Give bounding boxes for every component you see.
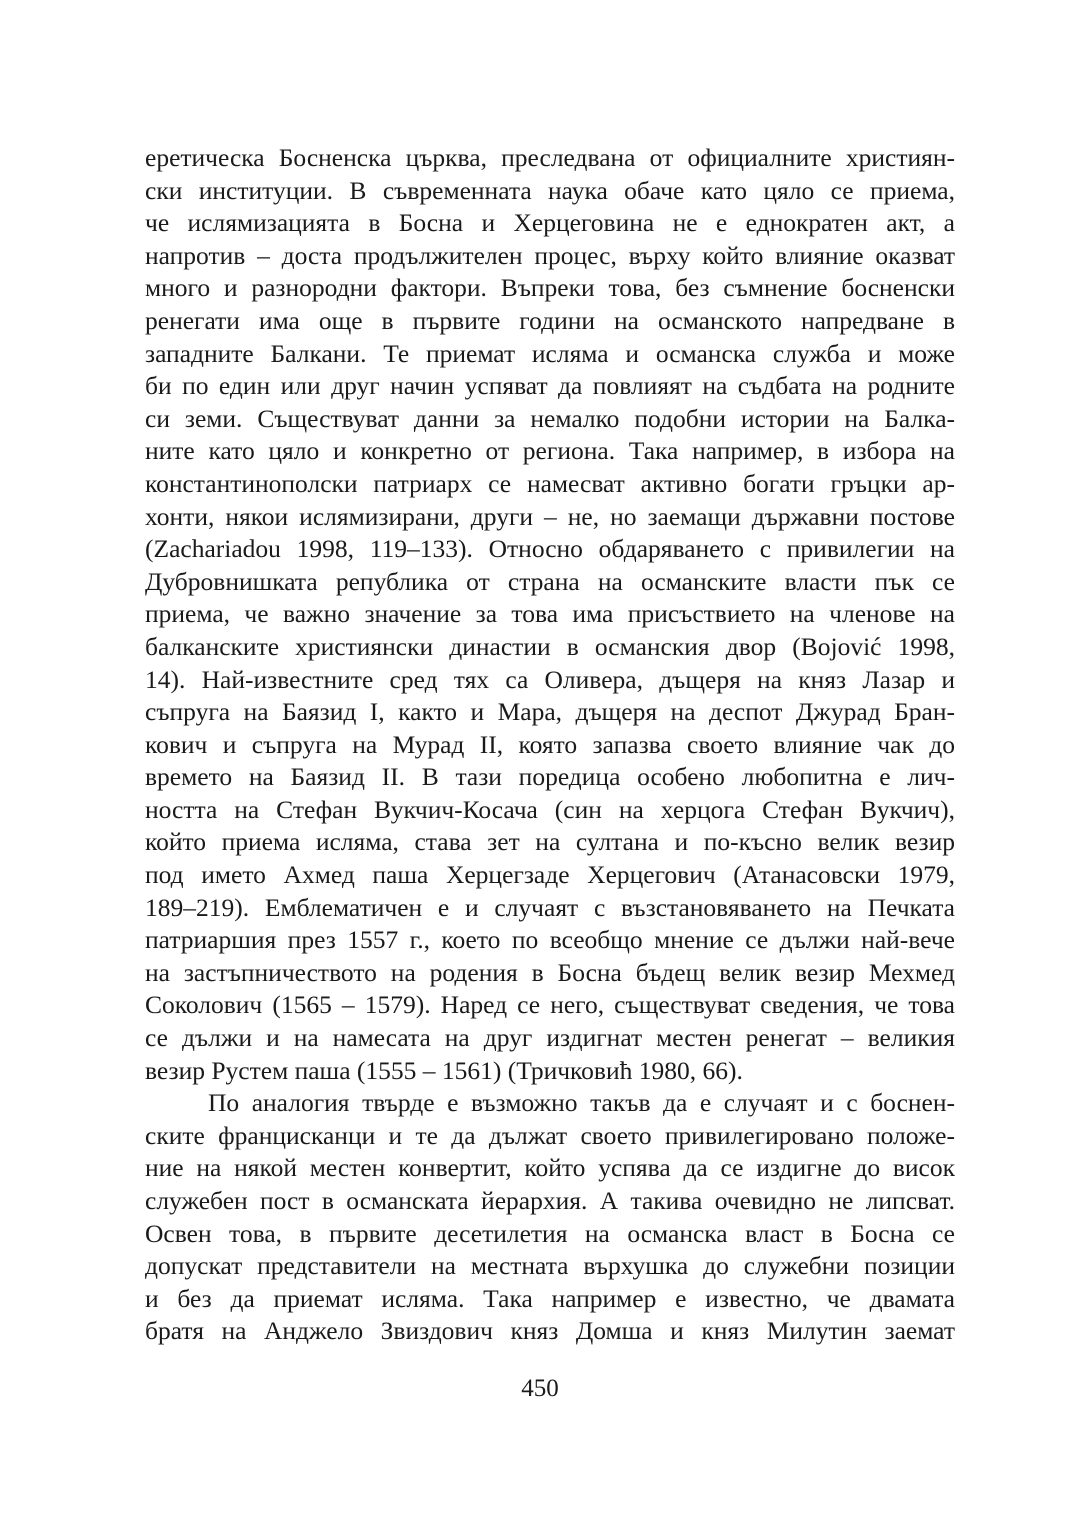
body-text (145, 142, 955, 1348)
text-line: константинополски патриарх се намесват активно богати гръцки ар- (145, 468, 955, 498)
text-line: кович и съпруга на Мурад II, която запазва своето влияние чак до (145, 729, 955, 759)
text-line: хонти, някои ислямизирани, други – не, но заемащи държавни постове (145, 501, 955, 531)
text-line: западните Балкани. Те приемат исляма и османска служба и може (145, 338, 955, 368)
text-line: 14). Най-известните сред тях са Оливера, дъщеря на княз Лазар и (145, 664, 955, 694)
text-line: ски институции. В съвременната наука обаче като цяло се приема, (145, 175, 955, 205)
text-line: който приема исляма, става зет на султана и по-късно велик везир (145, 827, 955, 857)
text-line: Освен това, в първите десетилетия на османска власт в Босна се (145, 1218, 955, 1248)
text-line: По аналогия твърде е възможно такъв да е случаят и с боснен- (208, 1088, 955, 1118)
text-line: под името Ахмед паша Херцегзаде Херцегович (Атанасовски 1979, (145, 860, 955, 890)
text-line: на застъпничеството на родения в Босна бъдещ велик везир Мехмед (145, 957, 955, 987)
text-line: ние на някой местен конвертит, който успява да се издигне до висок (145, 1153, 955, 1183)
text-line: Соколович (1565 – 1579). Наред се него, съществуват сведения, че това (145, 990, 955, 1020)
text-line: ските францисканци и те да дължат своето привилегировано положе- (145, 1120, 955, 1150)
text-line: ността на Стефан Вукчич-Косача (син на херцога Стефан Вукчич), (145, 794, 955, 824)
paragraph (145, 142, 955, 1087)
text-line: 189–219). Емблематичен е и случаят с възстановяването на Печката (145, 892, 955, 922)
text-line: приема, че важно значение за това има присъствието на членове на (145, 599, 955, 629)
text-line: би по един или друг начин успяват да повлияят на съдбата на родните (145, 371, 955, 401)
text-line: времето на Баязид II. В тази поредица особено любопитна е лич- (145, 762, 955, 792)
text-line: допускат представители на местната върхушка до служебни позиции (145, 1251, 955, 1281)
text-line: Дубровнишката република от страна на османските власти пък се (145, 566, 955, 596)
paragraph (145, 1087, 955, 1348)
text-line: (Zachariadou 1998, 119–133). Относно обдаряването с привилегии на (145, 534, 955, 564)
text-line: си земи. Съществуват данни за немалко подобни истории на Балка- (145, 403, 955, 433)
text-line: балканските християнски династии в османския двор (Bojović 1998, (145, 631, 955, 661)
text-line: съпруга на Баязид I, както и Мара, дъщеря на деспот Джурад Бран- (145, 697, 955, 727)
text-line: ните като цяло и конкретно от региона. Така например, в избора на (145, 436, 955, 466)
text-line: че ислямизацията в Босна и Херцеговина не е еднократен акт, а (145, 208, 955, 238)
text-line: патриаршия през 1557 г., което по всеобщо мнение се дължи най-вече (145, 925, 955, 955)
text-line: братя на Анджело Звиздович княз Домша и княз Милутин заемат (145, 1316, 955, 1346)
text-line: много и разнородни фактори. Въпреки това, без съмнение босненски (145, 273, 955, 303)
text-line: напротив – доста продължителен процес, върху който влияние оказват (145, 240, 955, 270)
text-line: и без да приемат исляма. Така например е известно, че двамата (145, 1283, 955, 1313)
text-line: везир Рустем паша (1555 – 1561) (Тричковић 1980, 66). (145, 1055, 743, 1085)
page-number: 450 (521, 1375, 559, 1402)
text-line: ренегати има още в първите години на османското напредване в (145, 305, 955, 335)
text-line: еретическа Босненска църква, преследвана от официалните християн- (145, 143, 955, 172)
text-line: служебен пост в османската йерархия. А такива очевидно не липсват. (145, 1186, 955, 1215)
text-line: се дължи и на намесата на друг издигнат местен ренегат – великия (145, 1023, 955, 1053)
